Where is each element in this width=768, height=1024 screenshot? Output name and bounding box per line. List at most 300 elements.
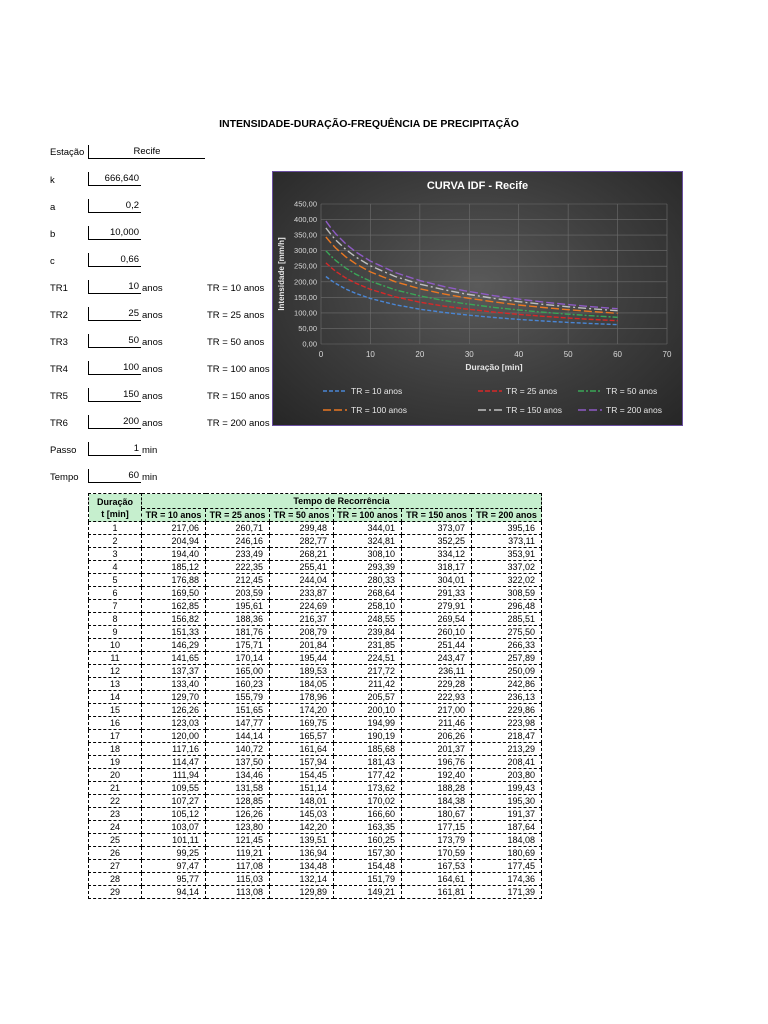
intensity-cell[interactable]: 154,45 (270, 769, 334, 782)
intensity-cell[interactable]: 224,69 (270, 600, 334, 613)
duration-cell[interactable]: 6 (89, 587, 142, 600)
intensity-cell[interactable]: 185,12 (142, 561, 206, 574)
intensity-cell[interactable]: 151,14 (270, 782, 334, 795)
x-tick-label: 60 (613, 350, 623, 359)
tr6-name: TR = 200 anos (207, 418, 270, 429)
intensity-cell[interactable]: 279,91 (402, 600, 472, 613)
intensity-cell[interactable]: 248,55 (334, 613, 402, 626)
intensity-cell[interactable]: 129,70 (142, 691, 206, 704)
intensity-cell[interactable]: 111,94 (142, 769, 206, 782)
intensity-cell[interactable]: 123,03 (142, 717, 206, 730)
intensity-cell[interactable]: 201,37 (402, 743, 472, 756)
intensity-cell[interactable]: 250,09 (472, 665, 542, 678)
table-row (89, 639, 542, 652)
table-row (89, 769, 542, 782)
y-tick-label: 400,00 (294, 215, 317, 225)
table-row (89, 886, 542, 899)
table-row (89, 743, 542, 756)
intensity-cell[interactable]: 137,37 (142, 665, 206, 678)
intensity-cell[interactable]: 236,13 (472, 691, 542, 704)
intensity-cell[interactable]: 177,15 (402, 821, 472, 834)
intensity-cell[interactable]: 170,14 (206, 652, 270, 665)
intensity-cell[interactable]: 167,53 (402, 860, 472, 873)
duration-header-line2: t [min] (101, 508, 129, 519)
intensity-cell[interactable]: 229,86 (472, 704, 542, 717)
x-tick-label: 70 (662, 350, 672, 359)
intensity-cell[interactable]: 296,48 (472, 600, 542, 613)
tr4-unit: anos (142, 364, 163, 375)
table-row (89, 730, 542, 743)
estacao-field[interactable]: Recife (88, 145, 205, 159)
table-row (89, 652, 542, 665)
duration-cell[interactable]: 24 (89, 821, 142, 834)
intensity-cell[interactable]: 126,26 (206, 808, 270, 821)
y-tick-label: 150,00 (294, 292, 317, 302)
intensity-cell[interactable]: 140,72 (206, 743, 270, 756)
duration-cell[interactable]: 22 (89, 795, 142, 808)
idf-chart[interactable] (272, 171, 683, 426)
intensity-cell[interactable]: 239,84 (334, 626, 402, 639)
intensity-cell[interactable]: 211,42 (334, 678, 402, 691)
intensity-cell[interactable]: 243,47 (402, 652, 472, 665)
intensity-cell[interactable]: 181,43 (334, 756, 402, 769)
duration-cell[interactable]: 18 (89, 743, 142, 756)
intensity-cell[interactable]: 255,41 (270, 561, 334, 574)
intensity-cell[interactable]: 149,21 (334, 886, 402, 899)
intensity-cell[interactable]: 160,23 (206, 678, 270, 691)
intensity-cell[interactable]: 189,53 (270, 665, 334, 678)
tr2-field[interactable]: 25 (88, 307, 141, 321)
intensity-cell[interactable]: 212,45 (206, 574, 270, 587)
intensity-cell[interactable]: 206,26 (402, 730, 472, 743)
table-row (89, 847, 542, 860)
intensity-cell[interactable]: 324,81 (334, 535, 402, 548)
intensity-cell[interactable]: 103,07 (142, 821, 206, 834)
intensity-cell[interactable]: 176,88 (142, 574, 206, 587)
intensity-cell[interactable]: 208,79 (270, 626, 334, 639)
intensity-cell[interactable]: 174,20 (270, 704, 334, 717)
tr6-label: TR6 (50, 418, 68, 429)
intensity-cell[interactable]: 194,99 (334, 717, 402, 730)
k-field[interactable]: 666,640 (88, 172, 141, 186)
intensity-cell[interactable]: 148,01 (270, 795, 334, 808)
passo-field[interactable]: 1 (88, 442, 141, 456)
a-label: a (50, 202, 56, 213)
intensity-cell[interactable]: 163,35 (334, 821, 402, 834)
intensity-cell[interactable]: 120,00 (142, 730, 206, 743)
intensity-cell[interactable]: 251,44 (402, 639, 472, 652)
intensity-cell[interactable]: 141,65 (142, 652, 206, 665)
table-row (89, 548, 542, 561)
intensity-cell[interactable]: 166,60 (334, 808, 402, 821)
intensity-cell[interactable]: 178,96 (270, 691, 334, 704)
intensity-cell[interactable]: 180,69 (472, 847, 542, 860)
intensity-cell[interactable]: 185,68 (334, 743, 402, 756)
intensity-cell[interactable]: 201,84 (270, 639, 334, 652)
intensity-cell[interactable]: 233,49 (206, 548, 270, 561)
y-tick-label: 300,00 (294, 246, 317, 256)
tr-header: TR = 25 anos (206, 509, 270, 522)
tr4-name: TR = 100 anos (207, 364, 270, 375)
duration-cell[interactable]: 14 (89, 691, 142, 704)
intensity-cell[interactable]: 280,33 (334, 574, 402, 587)
intensity-cell[interactable]: 216,37 (270, 613, 334, 626)
intensity-cell[interactable]: 291,33 (402, 587, 472, 600)
intensity-cell[interactable]: 121,45 (206, 834, 270, 847)
legend-label: TR = 10 anos (351, 386, 403, 396)
legend-label: TR = 25 anos (506, 386, 558, 396)
intensity-cell[interactable]: 218,47 (472, 730, 542, 743)
x-tick-label: 10 (365, 350, 375, 359)
intensity-cell[interactable]: 156,82 (142, 613, 206, 626)
y-axis-label: Intensidade [mm/h] (277, 237, 286, 311)
intensity-cell[interactable]: 229,28 (402, 678, 472, 691)
intensity-cell[interactable]: 353,91 (472, 548, 542, 561)
table-row (89, 808, 542, 821)
intensity-cell[interactable]: 137,50 (206, 756, 270, 769)
intensity-cell[interactable]: 160,25 (334, 834, 402, 847)
tr3-name: TR = 50 anos (207, 337, 265, 348)
y-tick-label: 350,00 (294, 230, 317, 240)
intensity-cell[interactable]: 322,02 (472, 574, 542, 587)
tr3-field[interactable]: 50 (88, 334, 141, 348)
intensity-cell[interactable]: 128,85 (206, 795, 270, 808)
table-row (89, 600, 542, 613)
intensity-cell[interactable]: 177,45 (472, 860, 542, 873)
intensity-cell[interactable]: 146,29 (142, 639, 206, 652)
intensity-cell[interactable]: 282,77 (270, 535, 334, 548)
intensity-cell[interactable]: 174,36 (472, 873, 542, 886)
intensity-cell[interactable]: 173,62 (334, 782, 402, 795)
tr-header: TR = 50 anos (270, 509, 334, 522)
series-line-1 (326, 277, 618, 325)
intensity-cell[interactable]: 268,64 (334, 587, 402, 600)
intensity-cell[interactable]: 95,77 (142, 873, 206, 886)
duration-cell[interactable]: 23 (89, 808, 142, 821)
intensity-cell[interactable]: 151,65 (206, 704, 270, 717)
intensity-cell[interactable]: 308,10 (334, 548, 402, 561)
duration-cell[interactable]: 8 (89, 613, 142, 626)
x-tick-label: 40 (514, 350, 524, 359)
intensity-cell[interactable]: 266,33 (472, 639, 542, 652)
legend-label: TR = 200 anos (606, 405, 662, 415)
intensity-cell[interactable]: 268,21 (270, 548, 334, 561)
recurrence-group-header: Tempo de Recorrência (142, 494, 542, 509)
tempo-field[interactable]: 60 (88, 469, 141, 483)
duration-cell[interactable]: 5 (89, 574, 142, 587)
intensity-cell[interactable]: 132,14 (270, 873, 334, 886)
intensity-cell[interactable]: 285,51 (472, 613, 542, 626)
tr5-unit: anos (142, 391, 163, 402)
duration-cell[interactable]: 26 (89, 847, 142, 860)
intensity-cell[interactable]: 170,02 (334, 795, 402, 808)
intensity-cell[interactable]: 147,77 (206, 717, 270, 730)
intensity-cell[interactable]: 211,46 (402, 717, 472, 730)
tr-header: TR = 10 anos (142, 509, 206, 522)
y-tick-label: 100,00 (294, 308, 317, 318)
duration-cell[interactable]: 29 (89, 886, 142, 899)
intensity-cell[interactable]: 188,28 (402, 782, 472, 795)
intensity-cell[interactable]: 194,40 (142, 548, 206, 561)
intensity-cell[interactable]: 94,14 (142, 886, 206, 899)
duration-cell[interactable]: 20 (89, 769, 142, 782)
intensity-cell[interactable]: 217,00 (402, 704, 472, 717)
intensity-cell[interactable]: 217,72 (334, 665, 402, 678)
tr-headers-row (89, 509, 542, 522)
duration-cell[interactable]: 28 (89, 873, 142, 886)
intensity-cell[interactable]: 181,76 (206, 626, 270, 639)
intensity-cell[interactable]: 126,26 (142, 704, 206, 717)
intensity-cell[interactable]: 117,08 (206, 860, 270, 873)
intensity-cell[interactable]: 395,16 (472, 522, 542, 535)
intensity-cell[interactable]: 171,39 (472, 886, 542, 899)
intensity-cell[interactable]: 260,71 (206, 522, 270, 535)
intensity-cell[interactable]: 233,87 (270, 587, 334, 600)
intensity-cell[interactable]: 269,54 (402, 613, 472, 626)
tr-header: TR = 100 anos (334, 509, 402, 522)
intensity-cell[interactable]: 165,57 (270, 730, 334, 743)
intensity-cell[interactable]: 236,11 (402, 665, 472, 678)
page-title: INTENSIDADE-DURAÇÃO-FREQUÊNCIA DE PRECIPITAÇÃO (219, 118, 519, 130)
intensity-cell[interactable]: 196,76 (402, 756, 472, 769)
intensity-cell[interactable]: 97,47 (142, 860, 206, 873)
intensity-cell[interactable]: 175,71 (206, 639, 270, 652)
intensity-cell[interactable]: 344,01 (334, 522, 402, 535)
table-row (89, 574, 542, 587)
b-label: b (50, 229, 56, 240)
idf-chart-svg (273, 172, 682, 425)
intensity-cell[interactable]: 203,59 (206, 587, 270, 600)
intensity-cell[interactable]: 192,40 (402, 769, 472, 782)
tr6-field[interactable]: 200 (88, 415, 141, 429)
intensity-cell[interactable]: 231,85 (334, 639, 402, 652)
tr4-label: TR4 (50, 364, 68, 375)
tr1-name: TR = 10 anos (207, 283, 265, 294)
intensity-cell[interactable]: 184,38 (402, 795, 472, 808)
duration-cell[interactable]: 15 (89, 704, 142, 717)
intensity-cell[interactable]: 244,04 (270, 574, 334, 587)
intensity-cell[interactable]: 164,61 (402, 873, 472, 886)
intensity-cell[interactable]: 109,55 (142, 782, 206, 795)
intensity-cell[interactable]: 119,21 (206, 847, 270, 860)
intensity-cell[interactable]: 142,20 (270, 821, 334, 834)
idf-table (88, 493, 542, 899)
y-tick-label: 200,00 (294, 277, 317, 287)
table-row (89, 782, 542, 795)
intensity-cell[interactable]: 318,17 (402, 561, 472, 574)
intensity-cell[interactable]: 199,43 (472, 782, 542, 795)
intensity-cell[interactable]: 257,89 (472, 652, 542, 665)
intensity-cell[interactable]: 169,50 (142, 587, 206, 600)
intensity-cell[interactable]: 200,10 (334, 704, 402, 717)
intensity-cell[interactable]: 258,10 (334, 600, 402, 613)
intensity-cell[interactable]: 173,79 (402, 834, 472, 847)
intensity-cell[interactable]: 190,19 (334, 730, 402, 743)
table-row (89, 626, 542, 639)
duration-cell[interactable]: 25 (89, 834, 142, 847)
tr6-unit: anos (142, 418, 163, 429)
x-tick-label: 0 (318, 350, 324, 359)
duration-cell[interactable]: 13 (89, 678, 142, 691)
intensity-cell[interactable]: 155,79 (206, 691, 270, 704)
intensity-cell[interactable]: 139,51 (270, 834, 334, 847)
tr4-field[interactable]: 100 (88, 361, 141, 375)
intensity-cell[interactable]: 208,41 (472, 756, 542, 769)
intensity-cell[interactable]: 246,16 (206, 535, 270, 548)
intensity-cell[interactable]: 129,89 (270, 886, 334, 899)
tr5-field[interactable]: 150 (88, 388, 141, 402)
intensity-cell[interactable]: 224,51 (334, 652, 402, 665)
table-row (89, 522, 542, 535)
duration-cell[interactable]: 7 (89, 600, 142, 613)
intensity-cell[interactable]: 169,75 (270, 717, 334, 730)
duration-cell[interactable]: 19 (89, 756, 142, 769)
intensity-cell[interactable]: 373,07 (402, 522, 472, 535)
duration-cell[interactable]: 27 (89, 860, 142, 873)
duration-cell[interactable]: 3 (89, 548, 142, 561)
duration-cell[interactable]: 17 (89, 730, 142, 743)
intensity-cell[interactable]: 114,47 (142, 756, 206, 769)
intensity-cell[interactable]: 144,14 (206, 730, 270, 743)
table-row (89, 665, 542, 678)
tr1-unit: anos (142, 283, 163, 294)
intensity-cell[interactable]: 162,85 (142, 600, 206, 613)
intensity-cell[interactable]: 157,94 (270, 756, 334, 769)
intensity-cell[interactable]: 131,58 (206, 782, 270, 795)
duration-cell[interactable]: 2 (89, 535, 142, 548)
intensity-cell[interactable]: 204,94 (142, 535, 206, 548)
table-row (89, 678, 542, 691)
duration-cell[interactable]: 11 (89, 652, 142, 665)
table-row (89, 821, 542, 834)
duration-cell[interactable]: 1 (89, 522, 142, 535)
intensity-cell[interactable]: 101,11 (142, 834, 206, 847)
tempo-unit: min (142, 472, 158, 483)
intensity-cell[interactable]: 151,33 (142, 626, 206, 639)
intensity-cell[interactable]: 180,67 (402, 808, 472, 821)
x-tick-label: 20 (415, 350, 425, 359)
intensity-cell[interactable]: 115,03 (206, 873, 270, 886)
intensity-cell[interactable]: 275,50 (472, 626, 542, 639)
intensity-cell[interactable]: 242,86 (472, 678, 542, 691)
tr1-field[interactable]: 10 (88, 280, 141, 294)
intensity-cell[interactable]: 195,44 (270, 652, 334, 665)
intensity-cell[interactable]: 107,27 (142, 795, 206, 808)
intensity-cell[interactable]: 134,48 (270, 860, 334, 873)
x-tick-label: 50 (563, 350, 573, 359)
intensity-cell[interactable]: 213,29 (472, 743, 542, 756)
intensity-cell[interactable]: 136,94 (270, 847, 334, 860)
intensity-cell[interactable]: 203,80 (472, 769, 542, 782)
table-row (89, 613, 542, 626)
intensity-cell[interactable]: 134,46 (206, 769, 270, 782)
intensity-cell[interactable]: 177,42 (334, 769, 402, 782)
intensity-cell[interactable]: 217,06 (142, 522, 206, 535)
c-field[interactable]: 0,66 (88, 253, 141, 267)
duration-cell[interactable]: 16 (89, 717, 142, 730)
intensity-cell[interactable]: 191,37 (472, 808, 542, 821)
intensity-cell[interactable]: 184,08 (472, 834, 542, 847)
intensity-cell[interactable]: 260,10 (402, 626, 472, 639)
duration-cell[interactable]: 10 (89, 639, 142, 652)
y-tick-label: 450,00 (294, 199, 317, 209)
intensity-cell[interactable]: 117,16 (142, 743, 206, 756)
intensity-cell[interactable]: 154,48 (334, 860, 402, 873)
duration-cell[interactable]: 9 (89, 626, 142, 639)
tr3-unit: anos (142, 337, 163, 348)
intensity-cell[interactable]: 222,35 (206, 561, 270, 574)
intensity-cell[interactable]: 195,61 (206, 600, 270, 613)
passo-unit: min (142, 445, 158, 456)
chart-title: CURVA IDF - Recife (426, 180, 529, 192)
intensity-cell[interactable]: 188,36 (206, 613, 270, 626)
x-axis-label: Duração [min] (465, 362, 523, 372)
intensity-cell[interactable]: 133,40 (142, 678, 206, 691)
intensity-cell[interactable]: 222,93 (402, 691, 472, 704)
y-tick-label: 50,00 (298, 323, 317, 333)
intensity-cell[interactable]: 293,39 (334, 561, 402, 574)
table-row (89, 561, 542, 574)
intensity-cell[interactable]: 151,79 (334, 873, 402, 886)
intensity-cell[interactable]: 304,01 (402, 574, 472, 587)
intensity-cell[interactable]: 308,59 (472, 587, 542, 600)
duration-cell[interactable]: 12 (89, 665, 142, 678)
intensity-cell[interactable]: 170,59 (402, 847, 472, 860)
intensity-cell[interactable]: 99,25 (142, 847, 206, 860)
intensity-cell[interactable]: 157,30 (334, 847, 402, 860)
tr1-label: TR1 (50, 283, 68, 294)
intensity-cell[interactable]: 161,81 (402, 886, 472, 899)
intensity-cell[interactable]: 223,98 (472, 717, 542, 730)
duration-cell[interactable]: 21 (89, 782, 142, 795)
intensity-cell[interactable]: 123,80 (206, 821, 270, 834)
passo-label: Passo (50, 445, 77, 456)
intensity-cell[interactable]: 145,03 (270, 808, 334, 821)
intensity-cell[interactable]: 334,12 (402, 548, 472, 561)
duration-header (89, 494, 142, 522)
tr2-label: TR2 (50, 310, 68, 321)
table-row (89, 535, 542, 548)
intensity-cell[interactable]: 184,05 (270, 678, 334, 691)
c-label: c (50, 256, 55, 267)
legend-label: TR = 50 anos (606, 386, 658, 396)
table-row (89, 860, 542, 873)
intensity-cell[interactable]: 352,25 (402, 535, 472, 548)
legend-label: TR = 150 anos (506, 405, 562, 415)
b-field[interactable]: 10,000 (88, 226, 141, 240)
intensity-cell[interactable]: 113,08 (206, 886, 270, 899)
intensity-cell[interactable]: 337,02 (472, 561, 542, 574)
intensity-cell[interactable]: 105,12 (142, 808, 206, 821)
tempo-label: Tempo (50, 472, 79, 483)
table-body (89, 522, 542, 899)
intensity-cell[interactable]: 161,64 (270, 743, 334, 756)
intensity-cell[interactable]: 373,11 (472, 535, 542, 548)
table-row (89, 834, 542, 847)
intensity-cell[interactable]: 195,30 (472, 795, 542, 808)
intensity-cell[interactable]: 299,48 (270, 522, 334, 535)
tr2-unit: anos (142, 310, 163, 321)
table-row (89, 587, 542, 600)
legend-label: TR = 100 anos (351, 405, 407, 415)
intensity-cell[interactable]: 165,00 (206, 665, 270, 678)
intensity-cell[interactable]: 205,57 (334, 691, 402, 704)
intensity-cell[interactable]: 187,64 (472, 821, 542, 834)
duration-cell[interactable]: 4 (89, 561, 142, 574)
tr2-name: TR = 25 anos (207, 310, 265, 321)
table-row (89, 873, 542, 886)
a-field[interactable]: 0,2 (88, 199, 141, 213)
